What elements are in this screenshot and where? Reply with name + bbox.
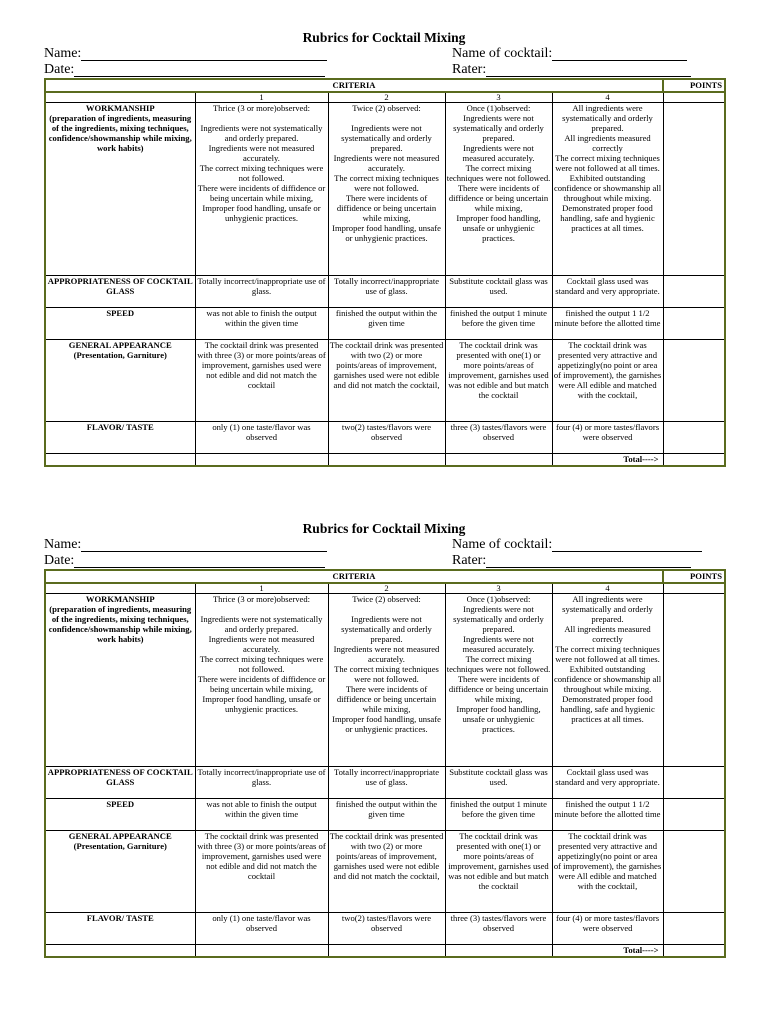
level-cell: The cocktail drink was presented with one(1) or more points/areas of improvement, garnishes used was not edible and but match the cocktail	[445, 831, 552, 913]
level-cell: finished the output within the given time	[328, 308, 445, 340]
rubric-header-fields	[0, 537, 768, 569]
name-field[interactable]	[44, 537, 327, 552]
level-cell: two(2) tastes/flavors were observed	[328, 422, 445, 454]
total-points-cell[interactable]	[663, 454, 725, 467]
level-4-header: 4	[552, 92, 663, 103]
cocktail-label: Name of cocktail:	[452, 537, 553, 552]
table-header-row	[45, 570, 725, 583]
level-1-header: 1	[195, 583, 328, 594]
points-header: POINTS	[663, 570, 725, 583]
level-number-row	[45, 583, 725, 594]
rater-label: Rater:	[452, 553, 487, 568]
level-cell: The cocktail drink was presented with one(1) or more points/areas of improvement, garnishes used was not edible and but match the cocktail	[445, 340, 552, 422]
level-1-header: 1	[195, 92, 328, 103]
level-cell: Totally incorrect/inappropriate use of glass.	[195, 767, 328, 799]
criterion-flavor-taste: FLAVOR/ TASTE	[45, 913, 195, 945]
points-cell[interactable]	[663, 308, 725, 340]
rubric-title: Rubrics for Cocktail Mixing	[302, 521, 466, 536]
points-cell[interactable]	[663, 831, 725, 913]
level-cell: three (3) tastes/flavors were observed	[445, 913, 552, 945]
criterion-workmanship: WORKMANSHIP (preparation of ingredients, measuring of the ingredients, mixing techniques, confidence/showmanship while mixing, work habits)	[45, 103, 195, 276]
cocktail-label: Name of cocktail:	[452, 46, 553, 61]
criterion-cocktail-glass: APPROPRIATENESS OF COCKTAIL GLASS	[45, 276, 195, 308]
criteria-header: CRITERIA	[45, 79, 663, 92]
rubric-table	[44, 78, 726, 467]
table-row	[45, 594, 725, 767]
criterion-general-appearance: GENERAL APPEARANCE (Presentation, Garniture)	[45, 831, 195, 913]
level-4-header: 4	[552, 583, 663, 594]
level-cell: All ingredients were systematically and orderly prepared. All ingredients measured correctly The correct mixing techniques were not followed at all times. Exhibited outstanding confidence or showmanship all throughout while mixing. Demonstrated proper food handling, safe and hygienic practices at all times.	[552, 594, 663, 767]
level-cell: three (3) tastes/flavors were observed	[445, 422, 552, 454]
level-cell: The cocktail drink was presented with two (2) or more points/areas of improvement, garnishes used were not edible and did not match the cocktail,	[328, 340, 445, 422]
cocktail-name-field[interactable]	[452, 537, 702, 552]
points-cell[interactable]	[663, 340, 725, 422]
date-field[interactable]	[44, 553, 325, 568]
points-cell[interactable]	[663, 422, 725, 454]
level-cell: Cocktail glass used was standard and very appropriate.	[552, 276, 663, 308]
level-cell: finished the output 1 1/2 minute before the allotted time	[552, 799, 663, 831]
level-cell: four (4) or more tastes/flavors were observed	[552, 422, 663, 454]
rubric-sheet-2	[0, 521, 768, 991]
table-row	[45, 767, 725, 799]
level-cell: Totally incorrect/inappropriate use of glass.	[328, 276, 445, 308]
table-row	[45, 276, 725, 308]
table-row	[45, 831, 725, 913]
level-cell: All ingredients were systematically and orderly prepared. All ingredients measured correctly The correct mixing techniques were not followed at all times. Exhibited outstanding confidence or showmanship all throughout while mixing. Demonstrated proper food handling, safe and hygienic practices at all times.	[552, 103, 663, 276]
level-cell: The cocktail drink was presented with two (2) or more points/areas of improvement, garnishes used were not edible and did not match the cocktail,	[328, 831, 445, 913]
level-cell: was not able to finish the output within the given time	[195, 799, 328, 831]
points-cell[interactable]	[663, 799, 725, 831]
level-cell: four (4) or more tastes/flavors were observed	[552, 913, 663, 945]
level-cell: Substitute cocktail glass was used.	[445, 767, 552, 799]
level-cell: The cocktail drink was presented very attractive and appetizingly(no point or area of improvement), the garnishes were All edible and matched with the cocktail,	[552, 831, 663, 913]
rater-field[interactable]	[452, 553, 691, 568]
total-row	[45, 945, 725, 958]
level-cell: was not able to finish the output within the given time	[195, 308, 328, 340]
table-row	[45, 913, 725, 945]
cocktail-name-field[interactable]	[452, 46, 687, 61]
points-cell[interactable]	[663, 767, 725, 799]
level-cell: Twice (2) observed: Ingredients were not systematically and orderly prepared. Ingredients were not measured accurately. The correct mixing techniques were not followed. There were incidents of diffidence or being uncertain while mixing, Improper food handling, unsafe or unhygienic practices.	[328, 594, 445, 767]
rater-label: Rater:	[452, 62, 487, 77]
level-cell: two(2) tastes/flavors were observed	[328, 913, 445, 945]
criterion-workmanship: WORKMANSHIP (preparation of ingredients, measuring of the ingredients, mixing techniques, confidence/showmanship while mixing, work habits)	[45, 594, 195, 767]
level-3-header: 3	[445, 92, 552, 103]
level-cell: Twice (2) observed: Ingredients were not systematically and orderly prepared. Ingredients were not measured accurately. The correct mixing techniques were not followed. There were incidents of diffidence or being uncertain while mixing, Improper food handling, unsafe or unhygienic practices.	[328, 103, 445, 276]
points-cell[interactable]	[663, 103, 725, 276]
points-header: POINTS	[663, 79, 725, 92]
total-label: Total---->	[552, 945, 663, 958]
date-field[interactable]	[44, 62, 325, 77]
name-label: Name:	[44, 46, 82, 61]
level-cell: Totally incorrect/inappropriate use of glass.	[328, 767, 445, 799]
level-cell: finished the output within the given time	[328, 799, 445, 831]
points-cell[interactable]	[663, 594, 725, 767]
table-row	[45, 308, 725, 340]
criterion-cocktail-glass: APPROPRIATENESS OF COCKTAIL GLASS	[45, 767, 195, 799]
criteria-header: CRITERIA	[45, 570, 663, 583]
level-cell: finished the output 1 minute before the given time	[445, 799, 552, 831]
criterion-speed: SPEED	[45, 308, 195, 340]
date-label: Date:	[44, 553, 75, 568]
points-cell[interactable]	[663, 276, 725, 308]
level-cell: The cocktail drink was presented with three (3) or more points/areas of improvement, garnishes used were not edible and did not match the cocktail	[195, 831, 328, 913]
level-cell: The cocktail drink was presented very attractive and appetizingly(no point or area of improvement), the garnishes were All edible and matched with the cocktail,	[552, 340, 663, 422]
criterion-flavor-taste: FLAVOR/ TASTE	[45, 422, 195, 454]
rubric-table	[44, 569, 726, 958]
table-row	[45, 340, 725, 422]
level-cell: Cocktail glass used was standard and very appropriate.	[552, 767, 663, 799]
level-cell: Thrice (3 or more)observed: Ingredients were not systematically and orderly prepared. Ingredients were not measured accurately. The correct mixing techniques were not followed. There were incidents of diffidence or being uncertain while mixing, Improper food handling, unsafe or unhygienic practices.	[195, 103, 328, 276]
total-row	[45, 454, 725, 467]
level-cell: finished the output 1 1/2 minute before the allotted time	[552, 308, 663, 340]
level-cell: The cocktail drink was presented with three (3) or more points/areas of improvement, garnishes used were not edible and did not match the cocktail	[195, 340, 328, 422]
level-2-header: 2	[328, 92, 445, 103]
rater-field[interactable]	[452, 62, 691, 77]
rubric-title: Rubrics for Cocktail Mixing	[302, 30, 466, 45]
level-cell: only (1) one taste/flavor was observed	[195, 913, 328, 945]
table-row	[45, 103, 725, 276]
level-cell: Once (1)observed: Ingredients were not systematically and orderly prepared. Ingredients were not measured accurately. The correct mixing techniques were not followed. There were incidents of diffidence or being uncertain while mixing, Improper food handling, unsafe or unhygienic practices.	[445, 103, 552, 276]
level-cell: Totally incorrect/inappropriate use of glass.	[195, 276, 328, 308]
rubric-sheet-1	[0, 30, 768, 500]
level-cell: Once (1)observed: Ingredients were not systematically and orderly prepared. Ingredients were not measured accurately. The correct mixing techniques were not followed. There were incidents of diffidence or being uncertain while mixing, Improper food handling, unsafe or unhygienic practices.	[445, 594, 552, 767]
date-label: Date:	[44, 62, 75, 77]
level-cell: Thrice (3 or more)observed: Ingredients were not systematically and orderly prepared. Ingredients were not measured accurately. The correct mixing techniques were not followed. There were incidents of diffidence or being uncertain while mixing, Improper food handling, unsafe or unhygienic practices.	[195, 594, 328, 767]
table-row	[45, 799, 725, 831]
level-cell: only (1) one taste/flavor was observed	[195, 422, 328, 454]
criterion-speed: SPEED	[45, 799, 195, 831]
name-field[interactable]	[44, 46, 327, 61]
level-2-header: 2	[328, 583, 445, 594]
level-3-header: 3	[445, 583, 552, 594]
points-cell[interactable]	[663, 913, 725, 945]
level-cell: finished the output 1 minute before the given time	[445, 308, 552, 340]
level-cell: Substitute cocktail glass was used.	[445, 276, 552, 308]
rubric-header-fields	[0, 46, 768, 78]
table-header-row	[45, 79, 725, 92]
table-row	[45, 422, 725, 454]
name-label: Name:	[44, 537, 82, 552]
level-number-row	[45, 92, 725, 103]
total-label: Total---->	[552, 454, 663, 467]
total-points-cell[interactable]	[663, 945, 725, 958]
criterion-general-appearance: GENERAL APPEARANCE (Presentation, Garniture)	[45, 340, 195, 422]
